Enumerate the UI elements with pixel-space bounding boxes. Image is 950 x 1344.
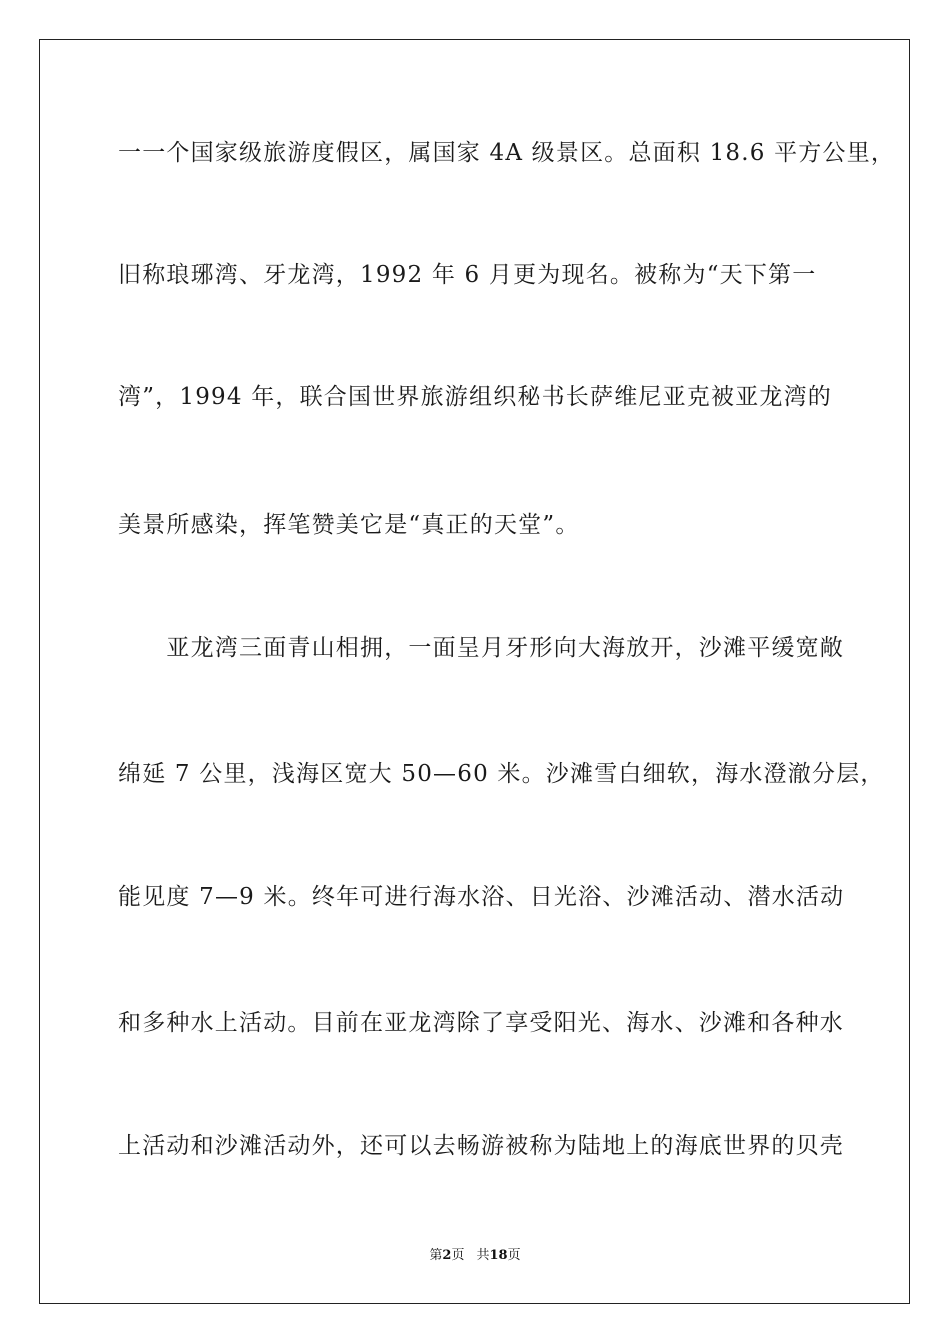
page-border	[39, 39, 910, 1304]
page-suffix: 页	[451, 1248, 465, 1263]
total-suffix: 页	[507, 1248, 521, 1263]
text-line-4: 美景所感染，挥笔赞美它是“真正的天堂”。	[118, 512, 580, 538]
text-line-9: 上活动和沙滩活动外，还可以去畅游被称为陆地上的海底世界的贝壳	[118, 1133, 844, 1159]
text-line-1: 一一个国家级旅游度假区，属国家 4A 级景区。总面积 18.6 平方公里，	[118, 140, 896, 166]
text-line-2: 旧称琅琊湾、牙龙湾，1992 年 6 月更为现名。被称为“天下第一	[118, 262, 817, 288]
text-line-8: 和多种水上活动。目前在亚龙湾除了享受阳光、海水、沙滩和各种水	[118, 1010, 844, 1036]
text-line-3: 湾”，1994 年，联合国世界旅游组织秘书长萨维尼亚克被亚龙湾的	[118, 384, 833, 410]
page-number: 2	[442, 1248, 452, 1263]
text-line-7: 能见度 7—9 米。终年可进行海水浴、日光浴、沙滩活动、潜水活动	[118, 884, 845, 910]
page-prefix: 第	[429, 1248, 443, 1263]
page-footer	[0, 1247, 950, 1265]
text-line-5: 亚龙湾三面青山相拥，一面呈月牙形向大海放开，沙滩平缓宽敞	[118, 635, 844, 661]
text-line-6: 绵延 7 公里，浅海区宽大 50—60 米。沙滩雪白细软，海水澄澈分层，	[118, 761, 885, 787]
total-prefix: 共	[476, 1248, 490, 1263]
total-pages: 18	[489, 1248, 508, 1263]
